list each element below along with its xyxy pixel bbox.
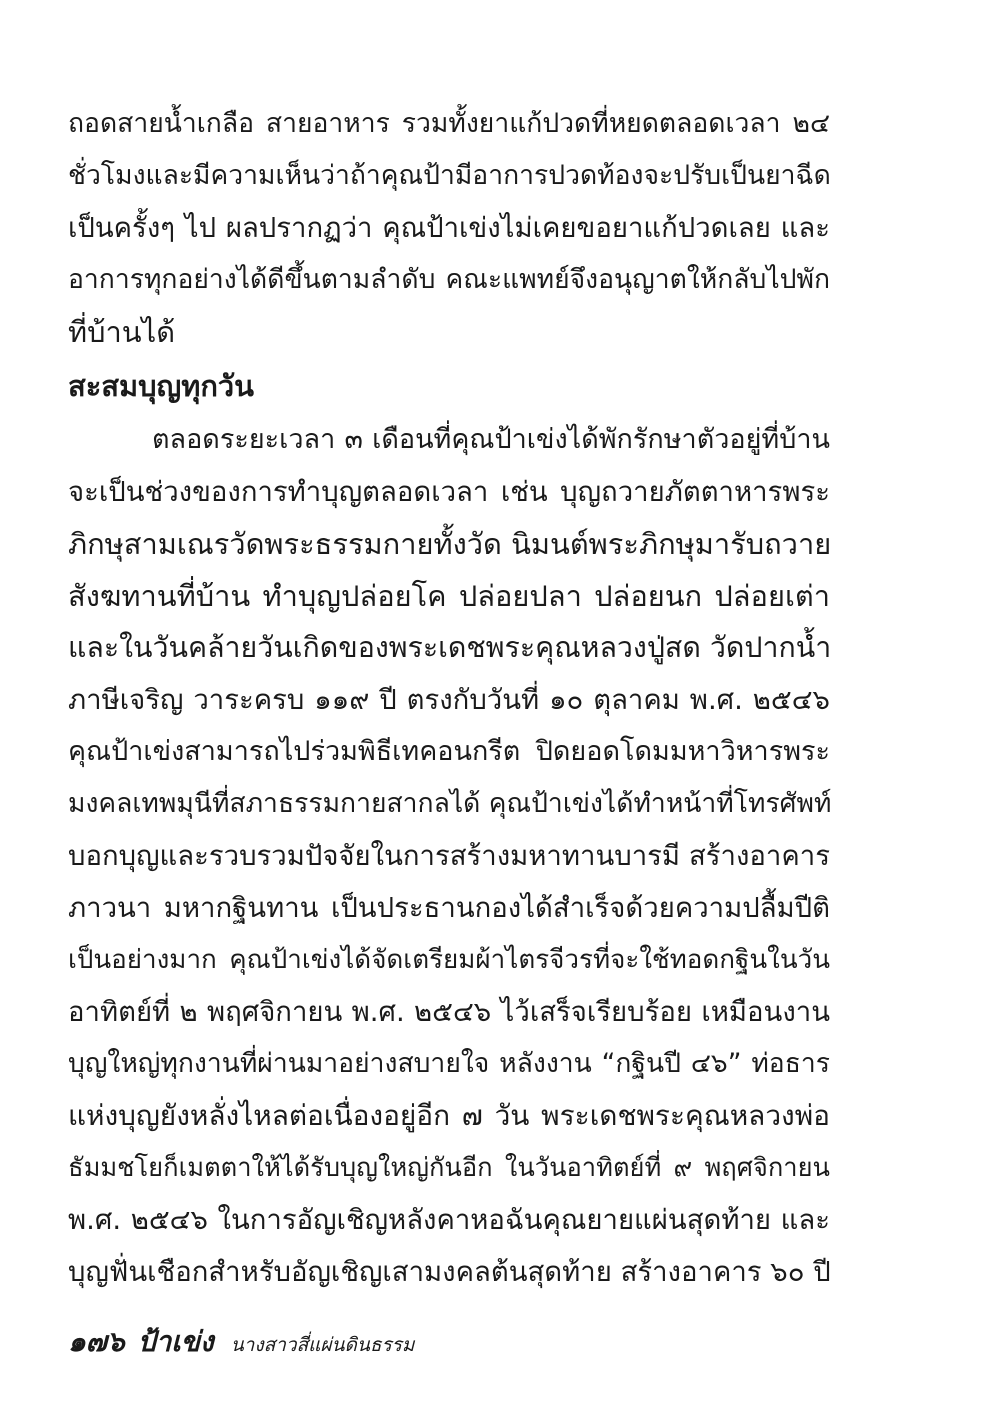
paragraph-line: แห่งบุญยังหลั่งไหลต่อเนื่องอยู่อีก ๗ วัน พระเดชพระคุณหลวงพ่อ	[68, 1099, 830, 1132]
paragraph-line: บุญใหญ่ทุกงานที่ผ่านมาอย่างสบายใจ หลังงาน “กฐินปี ๔๖” ท่อธาร	[68, 1048, 830, 1079]
page-footer	[68, 1322, 414, 1362]
paragraph-line: ตลอดระยะเวลา ๓ เดือนที่คุณป้าเข่งได้พักรักษาตัวอยู่ที่บ้าน	[152, 424, 830, 455]
paragraph-line: จะเป็นช่วงของการทำบุญตลอดเวลา เช่น บุญถวายภัตตาหารพระ	[68, 476, 830, 508]
book-title: ป้าเข่ง	[137, 1325, 214, 1358]
paragraph-line: ธัมมชโยก็เมตตาให้ได้รับบุญใหญ่กันอีก ในวันอาทิตย์ที่ ๙ พฤศจิกายน	[68, 1153, 830, 1183]
paragraph-line: และในวันคล้ายวันเกิดของพระเดชพระคุณหลวงปู่สด วัดปากน้ำ	[68, 631, 832, 664]
paragraph-line: พ.ศ. ๒๕๔๖ ในการอัญเชิญหลังคาหอฉันคุณยายแผ่นสุดท้าย และ	[68, 1204, 830, 1236]
paragraph-line: สังฆทานที่บ้าน ทำบุญปล่อยโค ปล่อยปลา ปล่อยนก ปล่อยเต่า	[68, 579, 830, 613]
section-heading: สะสมบุญทุกวัน	[68, 369, 254, 403]
paragraph-line: ภิกษุสามเณรวัดพระธรรมกายทั้งวัด นิมนต์พระภิกษุมารับถวาย	[68, 527, 832, 561]
paragraph-line: มงคลเทพมุนีที่สภาธรรมกายสากลได้ คุณป้าเข่งได้ทำหน้าที่โทรศัพท์	[68, 788, 832, 819]
paragraph-line: อาการทุกอย่างได้ดีขึ้นตามลำดับ คณะแพทย์จึงอนุญาตให้กลับไปพัก	[68, 264, 830, 295]
paragraph-line: อาทิตย์ที่ ๒ พฤศจิกายน พ.ศ. ๒๕๔๖ ไว้เสร็จเรียบร้อย เหมือนงาน	[68, 996, 830, 1028]
page-number: ๑๗๖	[68, 1325, 125, 1358]
paragraph-line: บอกบุญและรวบรวมปัจจัยในการสร้างมหาทานบารมี สร้างอาคาร	[68, 840, 830, 872]
paragraph-line: ภาษีเจริญ วาระครบ ๑๑๙ ปี ตรงกับวันที่ ๑๐ ตุลาคม พ.ศ. ๒๕๔๖	[68, 684, 830, 716]
paragraph-line: เป็นครั้งๆ ไป ผลปรากฏว่า คุณป้าเข่งไม่เคยขอยาแก้ปวดเลย และ	[68, 212, 830, 244]
paragraph-line: เป็นอย่างมาก คุณป้าเข่งได้จัดเตรียมผ้าไตรจีวรที่จะใช้ทอดกฐินในวัน	[68, 945, 830, 975]
paragraph-line: ถอดสายน้ำเกลือ สายอาหาร รวมทั้งยาแก้ปวดที่หยดตลอดเวลา ๒๔	[68, 108, 830, 139]
paragraph-line: คุณป้าเข่งสามารถไปร่วมพิธีเทคอนกรีต ปิดยอดโดมมหาวิหารพระ	[68, 736, 830, 767]
paragraph-line: ที่บ้านได้	[68, 315, 176, 349]
book-subtitle: นางสาวสี่แผ่นดินธรรม	[230, 1334, 415, 1356]
paragraph-line: ชั่วโมงและมีความเห็นว่าถ้าคุณป้ามีอาการปวดท้องจะปรับเป็นยาฉีด	[68, 160, 831, 191]
paragraph-line: บุญฟั่นเชือกสำหรับอัญเชิญเสามงคลต้นสุดท้าย สร้างอาคาร ๖๐ ปี	[68, 1256, 831, 1288]
paragraph-line: ภาวนา มหากฐินทาน เป็นประธานกองได้สำเร็จด้วยความปลื้มปีติ	[68, 892, 830, 924]
